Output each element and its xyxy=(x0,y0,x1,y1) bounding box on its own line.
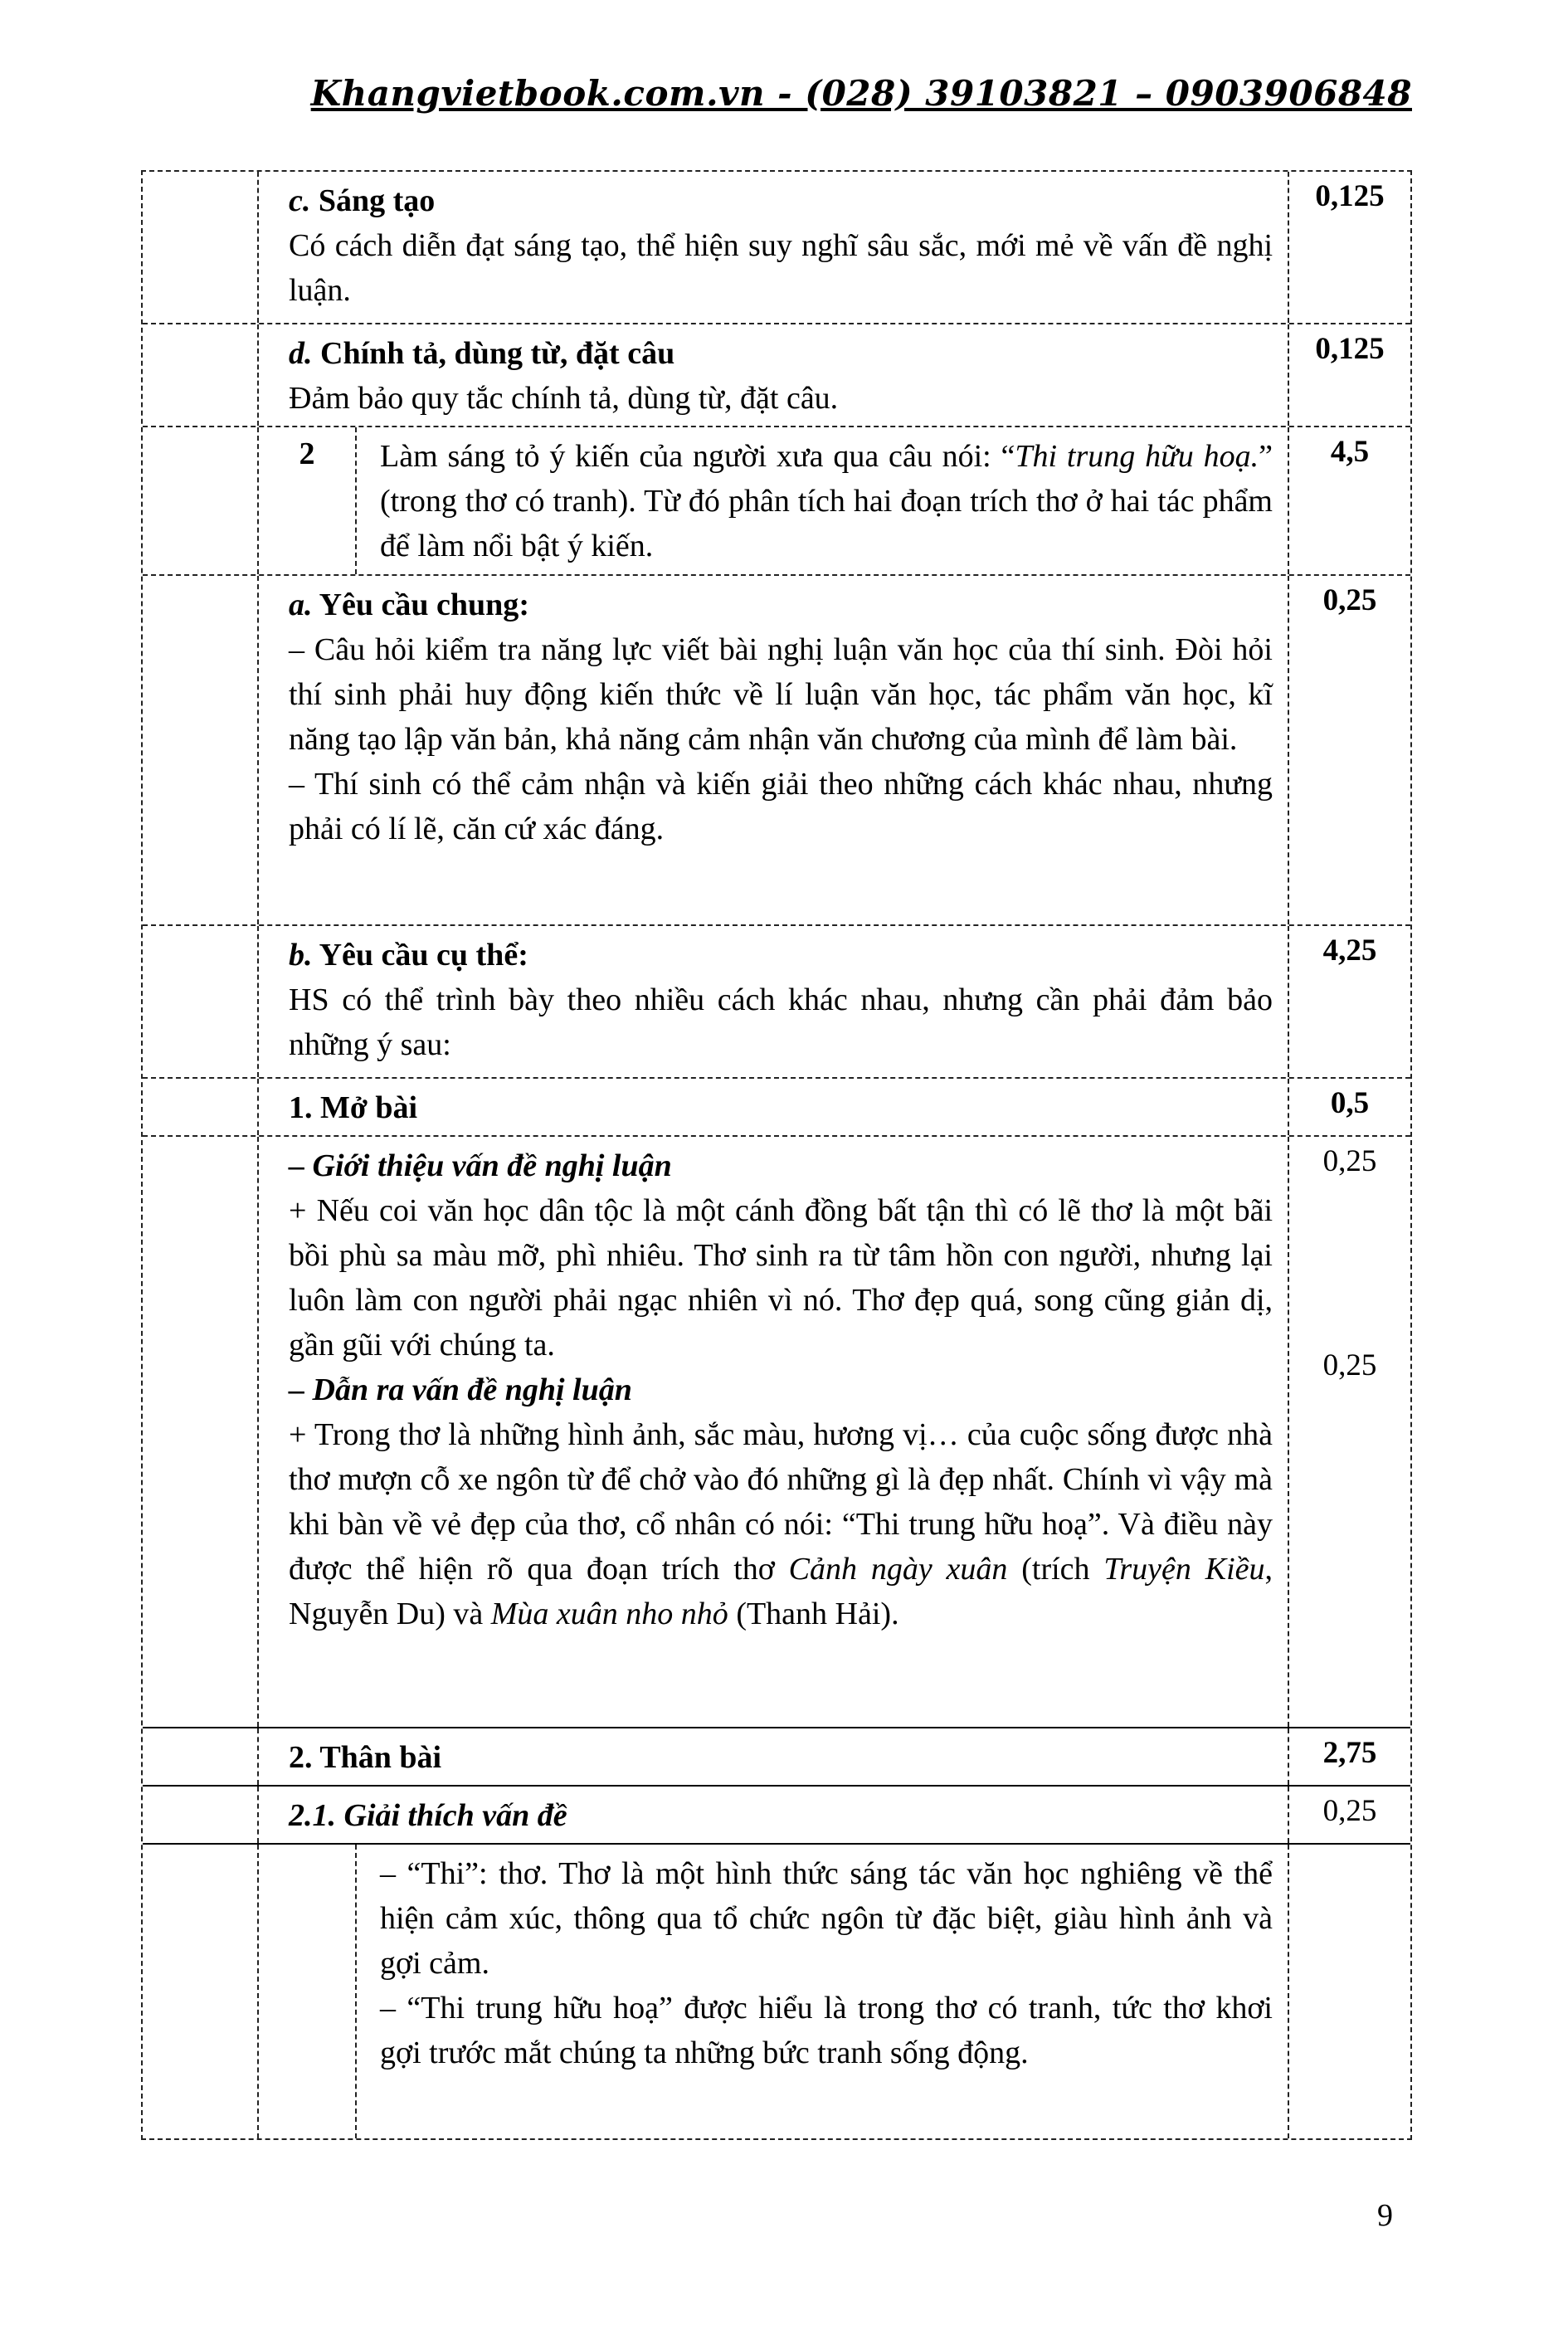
content-cell xyxy=(259,1728,1288,1785)
score-cell xyxy=(1288,427,1410,574)
table-row-yeu-cau-cu-the xyxy=(143,924,1410,1077)
subsection-paragraph: + Trong thơ là những hình ảnh, sắc màu, hương vị… của cuộc sống được nhà thơ mượn cỗ xe ngôn từ để chở vào đó những gì là đẹp nhất. Chính vì vậy mà khi bàn về vẻ đẹp của thơ, cổ nhân có nói: “Thi trung hữu hoạ”. Và điều này được thể hiện rõ qua đoạn trích thơ Cảnh ngày xuân (trích Truyện Kiều, Nguyễn Du) và Mùa xuân nho nhỏ (Thanh Hải). xyxy=(289,1417,1273,1631)
left-gutter-cell xyxy=(143,576,259,924)
left-gutter-cell xyxy=(143,1137,259,1727)
table-row-mo-bai xyxy=(143,1077,1410,1135)
subsection-heading: 2.1. Giải thích vấn đề xyxy=(289,1798,567,1833)
left-gutter-cell xyxy=(143,1728,259,1785)
content-cell xyxy=(259,324,1288,426)
left-gutter-cell xyxy=(143,172,259,323)
score-cell xyxy=(1288,1137,1410,1727)
score-value: 0,125 xyxy=(1315,179,1385,213)
content-cell xyxy=(259,926,1288,1077)
score-value: 4,5 xyxy=(1330,435,1370,469)
table-row-giai-thich xyxy=(143,1785,1410,1843)
left-gutter-cell xyxy=(143,324,259,426)
question-number-cell: 2 xyxy=(259,427,357,574)
explanation-paragraph: – “Thi trung hữu hoạ” được hiểu là trong thơ có tranh, tức thơ khơi gợi trước mắt chúng ta những bức tranh sống động. xyxy=(380,1991,1273,2070)
content-cell xyxy=(357,427,1288,574)
content-cell xyxy=(259,1137,1288,1727)
criterion-body: Đảm bảo quy tắc chính tả, dùng từ, đặt câu. xyxy=(289,381,839,416)
subsection-heading: – Giới thiệu vấn đề nghị luận xyxy=(289,1148,672,1183)
score-value: 0,25 xyxy=(1322,1794,1377,1828)
criterion-paragraph: – Câu hỏi kiểm tra năng lực viết bài nghị luận văn học của thí sinh. Đòi hỏi thí sinh phải huy động kiến thức về lí luận văn học, tác phẩm văn học, kĩ năng tạo lập văn bản, khả năng cảm nhận văn chương của mình để làm bài. xyxy=(289,632,1273,757)
score-value: 0,25 xyxy=(1322,1144,1377,1178)
left-gutter-cell xyxy=(143,1787,259,1843)
score-cell xyxy=(1288,1079,1410,1135)
score-value: 0,25 xyxy=(1322,1348,1377,1382)
page-header xyxy=(141,73,1412,114)
score-value: 0,125 xyxy=(1315,332,1385,366)
page-number: 9 xyxy=(1377,2198,1393,2233)
content-cell xyxy=(259,576,1288,924)
criterion-heading: b. Yêu cầu cụ thể: xyxy=(289,938,528,973)
table-row-c-sang-tao xyxy=(143,172,1410,323)
table-row-than-bai xyxy=(143,1727,1410,1785)
content-cell xyxy=(259,172,1288,323)
left-gutter-cell xyxy=(143,926,259,1077)
criterion-heading: a. Yêu cầu chung: xyxy=(289,587,529,622)
criterion-paragraph: – Thí sinh có thể cảm nhận và kiến giải theo những cách khác nhau, nhưng phải có lí lẽ, căn cứ xác đáng. xyxy=(289,767,1273,846)
content-cell xyxy=(357,1845,1288,2138)
left-gutter-cell xyxy=(143,427,259,574)
left-gutter-cell xyxy=(143,1079,259,1135)
score-cell xyxy=(1288,926,1410,1077)
header-site-line: Khangvietbook.com.vn - (028) 39103821 – 0903906848 xyxy=(310,73,1412,114)
score-value: 4,25 xyxy=(1322,934,1377,968)
subsection-paragraph: + Nếu coi văn học dân tộc là một cánh đồng bất tận thì có lẽ thơ là một bãi bồi phù sa màu mỡ, phì nhiêu. Thơ sinh ra từ tâm hồn con người, nhưng lại luôn làm con người phải ngạc nhiên vì nó. Thơ đẹp quá, song cũng giản dị, gần gũi với chúng ta. xyxy=(289,1193,1273,1363)
rubric-table xyxy=(141,170,1412,2140)
criterion-body: Có cách diễn đạt sáng tạo, thể hiện suy nghĩ sâu sắc, mới mẻ về vấn đề nghị luận. xyxy=(289,228,1273,308)
score-value: 2,75 xyxy=(1322,1736,1377,1770)
score-cell xyxy=(1288,1728,1410,1785)
score-cell xyxy=(1288,1845,1410,2138)
explanation-paragraph: – “Thi”: thơ. Thơ là một hình thức sáng tác văn học nghiêng về thể hiện cảm xúc, thông qua tổ chức ngôn từ đặc biệt, giàu hình ảnh và gợi cảm. xyxy=(380,1856,1273,1981)
table-row-yeu-cau-chung xyxy=(143,574,1410,924)
question-number-cell-empty xyxy=(259,1845,357,2138)
content-cell xyxy=(259,1079,1288,1135)
subsection-heading: – Dẫn ra vấn đề nghị luận xyxy=(289,1372,632,1407)
score-cell xyxy=(1288,576,1410,924)
table-row-d-chinh-ta xyxy=(143,323,1410,426)
table-row-giai-thich-noi-dung xyxy=(143,1843,1410,2138)
score-cell xyxy=(1288,172,1410,323)
score-value: 0,25 xyxy=(1322,583,1377,617)
criterion-heading: c. Sáng tạo xyxy=(289,183,436,218)
criterion-heading: d. Chính tả, dùng từ, đặt câu xyxy=(289,336,675,371)
table-row-question-2 xyxy=(143,426,1410,574)
score-value: 0,5 xyxy=(1330,1086,1370,1120)
table-row-gioi-thieu xyxy=(143,1135,1410,1727)
question-text: Làm sáng tỏ ý kiến của người xưa qua câu nói: “Thi trung hữu hoạ.” (trong thơ có tranh). Từ đó phân tích hai đoạn trích thơ ở hai tác phẩm để làm nổi bật ý kiến. xyxy=(380,439,1273,563)
section-heading: 1. Mở bài xyxy=(289,1090,418,1125)
content-cell xyxy=(259,1787,1288,1843)
left-gutter-cell xyxy=(143,1845,259,2138)
score-cell xyxy=(1288,324,1410,426)
score-cell xyxy=(1288,1787,1410,1843)
criterion-body: HS có thể trình bày theo nhiều cách khác nhau, nhưng cần phải đảm bảo những ý sau: xyxy=(289,982,1273,1062)
section-heading: 2. Thân bài xyxy=(289,1740,442,1775)
